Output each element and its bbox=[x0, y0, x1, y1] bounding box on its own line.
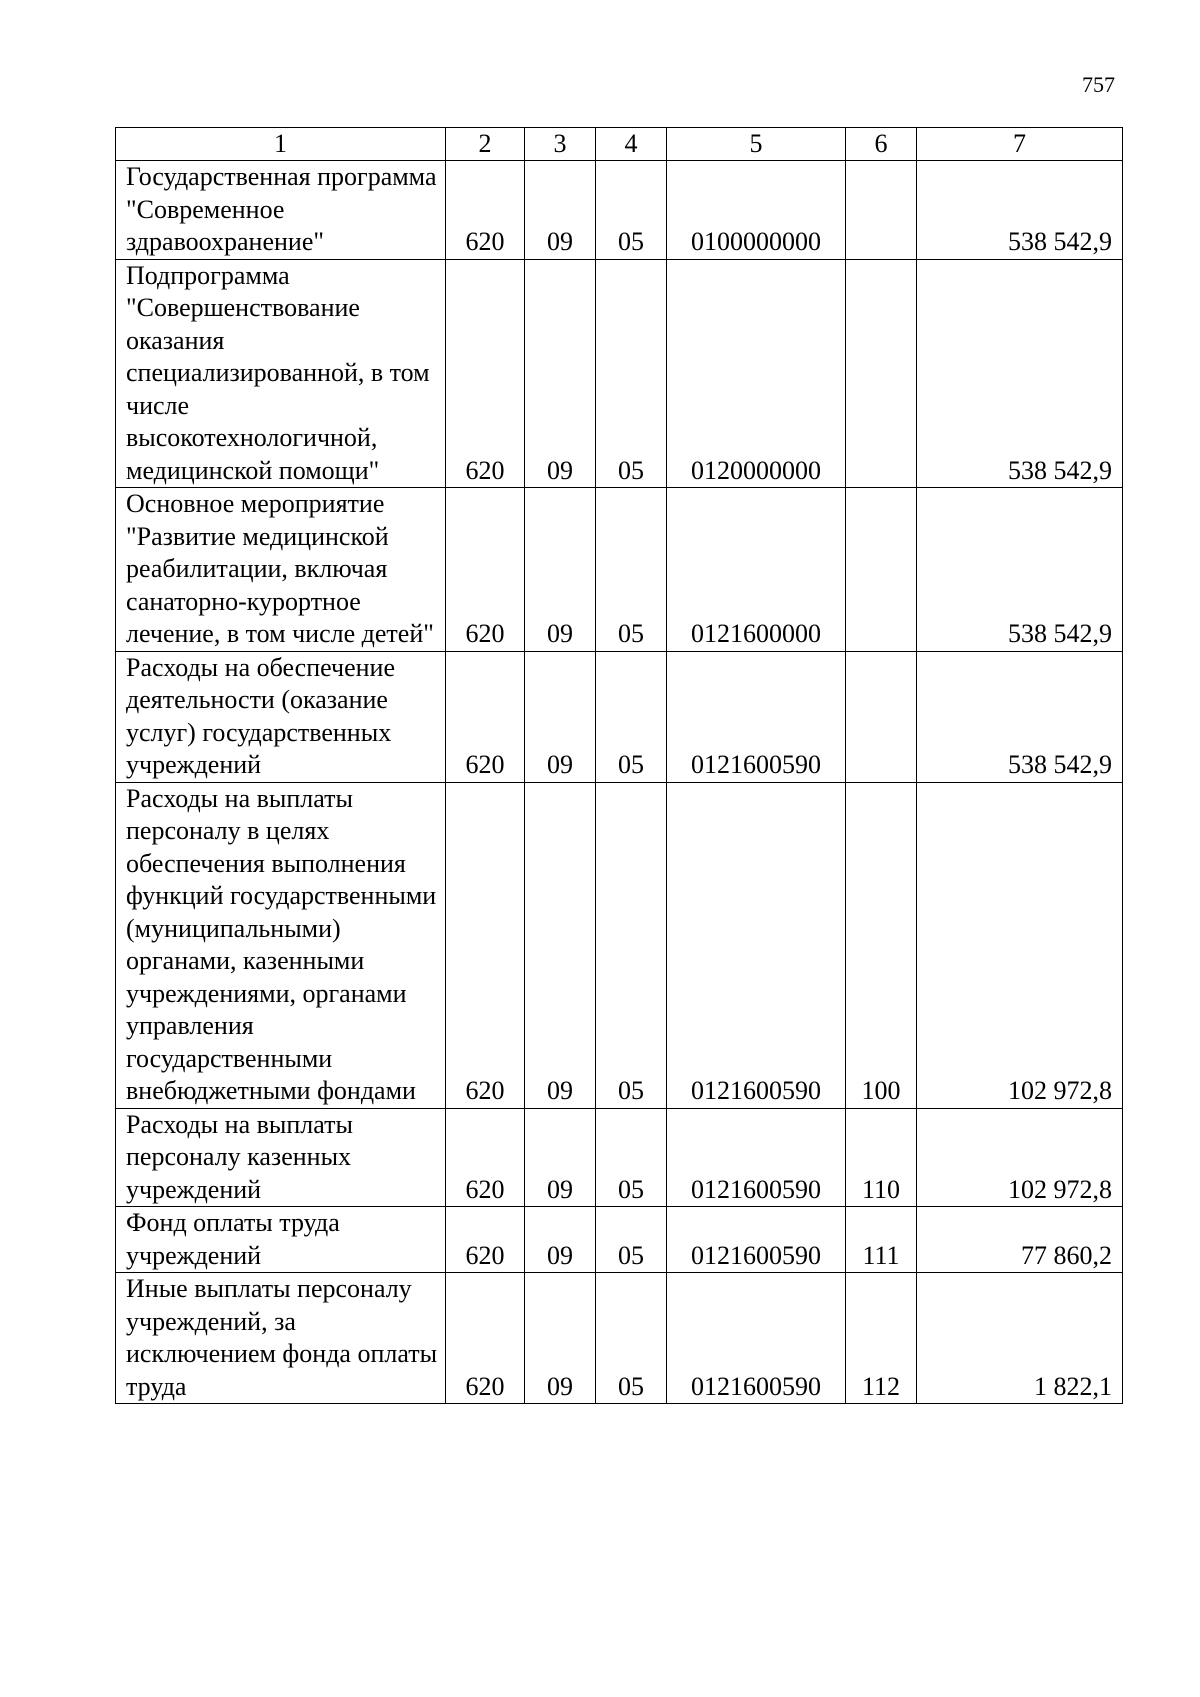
col2-cell: 620 bbox=[446, 651, 525, 782]
col3-cell: 09 bbox=[525, 1273, 596, 1404]
amount-cell: 538 542,9 bbox=[917, 161, 1123, 260]
page-number: 757 bbox=[1082, 72, 1115, 97]
col4-cell: 05 bbox=[596, 1108, 667, 1207]
col5-cell: 0121600000 bbox=[667, 488, 846, 652]
col5-cell: 0121600590 bbox=[667, 782, 846, 1108]
col5-cell: 0121600590 bbox=[667, 1108, 846, 1207]
table-row bbox=[116, 488, 1123, 652]
col5-cell: 0121600590 bbox=[667, 651, 846, 782]
amount-cell: 538 542,9 bbox=[917, 651, 1123, 782]
col2-cell: 620 bbox=[446, 488, 525, 652]
col2-cell: 620 bbox=[446, 259, 525, 488]
col4-cell: 05 bbox=[596, 1273, 667, 1404]
col3-cell: 09 bbox=[525, 651, 596, 782]
col2-cell: 620 bbox=[446, 782, 525, 1108]
table-row bbox=[116, 1273, 1123, 1404]
col6-cell: 111 bbox=[846, 1207, 917, 1273]
header-row bbox=[116, 128, 1123, 161]
col3-cell: 09 bbox=[525, 782, 596, 1108]
header-cell: 5 bbox=[667, 128, 846, 161]
row-name-cell: Основное мероприятие "Развитие медицинской реабилитации, включая санаторно-курортное лечение, в том числе детей" bbox=[116, 488, 446, 652]
col5-cell: 0120000000 bbox=[667, 259, 846, 488]
col5-cell: 0100000000 bbox=[667, 161, 846, 260]
col4-cell: 05 bbox=[596, 651, 667, 782]
col5-cell: 0121600590 bbox=[667, 1273, 846, 1404]
col2-cell: 620 bbox=[446, 1207, 525, 1273]
header-cell: 2 bbox=[446, 128, 525, 161]
col3-cell: 09 bbox=[525, 488, 596, 652]
table-row bbox=[116, 161, 1123, 260]
table-row bbox=[116, 1207, 1123, 1273]
row-name-cell: Расходы на обеспечение деятельности (оказание услуг) государственных учреждений bbox=[116, 651, 446, 782]
header-cell: 6 bbox=[846, 128, 917, 161]
col4-cell: 05 bbox=[596, 488, 667, 652]
amount-cell: 1 822,1 bbox=[917, 1273, 1123, 1404]
amount-cell: 102 972,8 bbox=[917, 1108, 1123, 1207]
header-cell: 7 bbox=[917, 128, 1123, 161]
amount-cell: 102 972,8 bbox=[917, 782, 1123, 1108]
table-row bbox=[116, 1108, 1123, 1207]
header-cell: 4 bbox=[596, 128, 667, 161]
row-name-cell: Фонд оплаты труда учреждений bbox=[116, 1207, 446, 1273]
col2-cell: 620 bbox=[446, 1108, 525, 1207]
col3-cell: 09 bbox=[525, 259, 596, 488]
table-row bbox=[116, 259, 1123, 488]
col6-cell bbox=[846, 161, 917, 260]
row-name-cell: Расходы на выплаты персоналу казенных учреждений bbox=[116, 1108, 446, 1207]
col4-cell: 05 bbox=[596, 161, 667, 260]
col6-cell: 112 bbox=[846, 1273, 917, 1404]
col3-cell: 09 bbox=[525, 1108, 596, 1207]
col6-cell bbox=[846, 651, 917, 782]
col4-cell: 05 bbox=[596, 259, 667, 488]
col2-cell: 620 bbox=[446, 161, 525, 260]
row-name-cell: Подпрограмма "Совершенствование оказания специализированной, в том числе высокотехнологичной, медицинской помощи" bbox=[116, 259, 446, 488]
col2-cell: 620 bbox=[446, 1273, 525, 1404]
amount-cell: 77 860,2 bbox=[917, 1207, 1123, 1273]
col3-cell: 09 bbox=[525, 1207, 596, 1273]
col4-cell: 05 bbox=[596, 1207, 667, 1273]
col6-cell bbox=[846, 259, 917, 488]
header-cell: 1 bbox=[116, 128, 446, 161]
budget-table bbox=[115, 127, 1123, 1404]
header-cell: 3 bbox=[525, 128, 596, 161]
col6-cell: 110 bbox=[846, 1108, 917, 1207]
col6-cell bbox=[846, 488, 917, 652]
row-name-cell: Иные выплаты персоналу учреждений, за исключением фонда оплаты труда bbox=[116, 1273, 446, 1404]
col3-cell: 09 bbox=[525, 161, 596, 260]
table-row bbox=[116, 782, 1123, 1108]
amount-cell: 538 542,9 bbox=[917, 259, 1123, 488]
col5-cell: 0121600590 bbox=[667, 1207, 846, 1273]
row-name-cell: Расходы на выплаты персоналу в целях обеспечения выполнения функций государственными (муниципальными) органами, казенными учреждениями, органами управления государственными внебюджетными фондами bbox=[116, 782, 446, 1108]
row-name-cell: Государственная программа "Современное здравоохранение" bbox=[116, 161, 446, 260]
col4-cell: 05 bbox=[596, 782, 667, 1108]
amount-cell: 538 542,9 bbox=[917, 488, 1123, 652]
col6-cell: 100 bbox=[846, 782, 917, 1108]
table-row bbox=[116, 651, 1123, 782]
